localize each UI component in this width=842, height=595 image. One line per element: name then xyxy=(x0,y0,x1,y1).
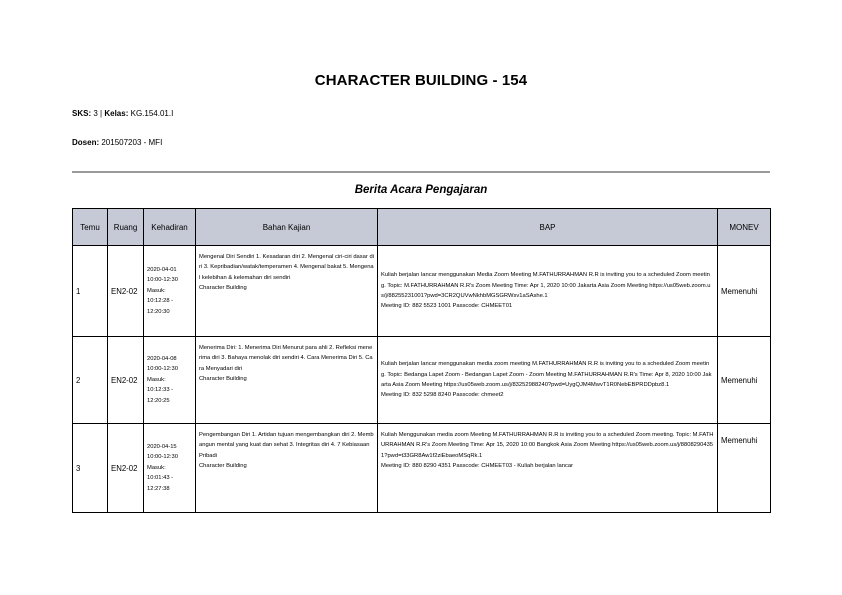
header-kehadiran: Kehadiran xyxy=(144,209,196,246)
bap-meeting-id: Meeting ID: 882 5523 1001 Passcode: CHMEET01 xyxy=(381,303,513,310)
cell-bap xyxy=(378,424,718,513)
bap-meeting-id: Meeting ID: 832 5298 8240 Passcode: chmeet2 xyxy=(381,392,504,399)
cell-bahan-kajian xyxy=(196,337,378,424)
kehadiran-date: 2020-04-08 xyxy=(147,355,177,362)
header-temu: Temu xyxy=(73,209,108,246)
kehadiran-label: Masuk: xyxy=(147,287,166,294)
cell-kehadiran xyxy=(144,337,196,424)
cell-ruang: EN2-02 xyxy=(108,424,144,513)
cell-kehadiran xyxy=(144,424,196,513)
kehadiran-out: 12:27:38 xyxy=(147,485,170,492)
kehadiran-time: 10:00-12:30 xyxy=(147,454,178,461)
bahan-text: Mengenal Diri Sendiri 1. Kesadaran diri 2. Mengenal ciri-ciri dasar diri 3. Kepribadian/watak/temperamen 4. Mengenal bakat 5. Mengenal kelebihan & kelemahan diri sendiri xyxy=(199,254,374,281)
cell-ruang: EN2-02 xyxy=(108,246,144,337)
dosen-label: Dosen: xyxy=(72,138,100,147)
table-row xyxy=(73,424,771,513)
table-row xyxy=(73,337,771,424)
meta-separator: | xyxy=(100,109,103,118)
course-meta-sks-kelas xyxy=(72,109,173,118)
bahan-subject: Character Building xyxy=(199,285,247,292)
kehadiran-out: 12:20:25 xyxy=(147,397,170,404)
header-bahan-kajian: Bahan Kajian xyxy=(196,209,378,246)
kehadiran-label: Masuk: xyxy=(147,376,166,383)
table-header-row xyxy=(73,209,771,246)
bap-meeting-id: Meeting ID: 880 8290 4351 Passcode: CHMEET03 - Kuliah berjalan lancar xyxy=(381,463,574,470)
cell-bahan-kajian xyxy=(196,424,378,513)
kehadiran-time: 10:00-12:30 xyxy=(147,277,178,284)
kehadiran-date: 2020-04-15 xyxy=(147,443,177,450)
header-bap: BAP xyxy=(378,209,718,246)
divider xyxy=(72,171,770,173)
cell-monev: Memenuhi xyxy=(718,246,771,337)
bap-text: Kuliah berjalan lancar menggunakan Media Zoom Meeting M.FATHURRAHMAN R.R is inviting you to a scheduled Zoom meeting. Topic: M.FATHURRAHMAN R.R's Zoom Meeting Time: Apr 1, 2020 10:00 Jakarta Asia Zoom Meeting https://us05web.zoom.us/j/88255231001?pwd=3CR2QUVwNkhbMGSGRWsv1aSAshe.1 xyxy=(381,272,711,299)
header-ruang: Ruang xyxy=(108,209,144,246)
bap-text: Kuliah berjalan lancar menggunakan media zoom meeting M.FATHURRAHMAN R.R is inviting you to a scheduled Zoom meeting. Topic: Bedanga Lapet Zoom - Bedangan Lapet Zoom - Zoom Meeting M.FATHURRAHMAN R.R's Time: Apr 8, 2020 10:00 Jakarta Asia Zoom Meeting https://us05web.zoom.us/j/83252988240?pwd=UygQJM4MwvT1R0NebEBPRDDpbz8.1 xyxy=(381,361,712,388)
cell-kehadiran xyxy=(144,246,196,337)
table-row xyxy=(73,246,771,337)
kelas-value: KG.154.01.I xyxy=(130,109,174,118)
course-meta-dosen xyxy=(72,138,162,147)
kehadiran-in: 10:01:43 - xyxy=(147,475,174,482)
sks-label: SKS: xyxy=(72,109,92,118)
cell-temu: 2 xyxy=(73,337,108,424)
kehadiran-time: 10:00-12:30 xyxy=(147,366,178,373)
sks-value: 3 xyxy=(93,109,98,118)
cell-bahan-kajian xyxy=(196,246,378,337)
cell-temu: 3 xyxy=(73,424,108,513)
cell-bap xyxy=(378,246,718,337)
section-title: Berita Acara Pengajaran xyxy=(354,184,488,196)
kehadiran-in: 10:12:33 - xyxy=(147,387,174,394)
kelas-label: Kelas: xyxy=(104,109,129,118)
cell-monev: Memenuhi xyxy=(718,424,771,513)
dosen-value: 201507203 - MFI xyxy=(101,138,163,147)
bahan-subject: Character Building xyxy=(199,463,247,470)
bahan-subject: Character Building xyxy=(199,376,247,383)
bap-table xyxy=(72,208,771,513)
cell-ruang: EN2-02 xyxy=(108,337,144,424)
kehadiran-label: Masuk: xyxy=(147,464,166,471)
cell-temu: 1 xyxy=(73,246,108,337)
cell-bap xyxy=(378,337,718,424)
cell-monev: Memenuhi xyxy=(718,337,771,424)
page-title: CHARACTER BUILDING - 154 xyxy=(314,72,528,89)
bahan-text: Menerima Diri: 1. Menerima Diri Menurut para ahli 2. Refleksi menerima diri 3. Bahaya menolak diri sendiri 4. Cara Menerima Diri 5. Cara Menyadari diri xyxy=(199,345,373,372)
bap-text: Kuliah Menggunakan media zoom Meeting M.FATHURRAHMAN R.R is inviting you to a scheduled Zoom meeting. Topic: M.FATHURRAHMAN R.R's Zoom Meeting Time: Apr 15, 2020 10:00 Bangkok Asia Zoom Meeting https://us05web.zoom.us/j/88082904351?pwd=t33GR8Aw1f2ziEbaeoMSqRk.1 xyxy=(381,432,714,459)
bahan-text: Pengembangan Diri 1. Artidan tujuan mengembangkan diri 2. Membangun mental yang kuat dan sehat 3. Integritas diri 4. 7 Kebiasaan Pribadi xyxy=(199,432,374,459)
kehadiran-in: 10:12:28 - xyxy=(147,298,174,305)
kehadiran-out: 12:20:30 xyxy=(147,308,170,315)
kehadiran-date: 2020-04-01 xyxy=(147,266,177,273)
header-monev: MONEV xyxy=(718,209,771,246)
